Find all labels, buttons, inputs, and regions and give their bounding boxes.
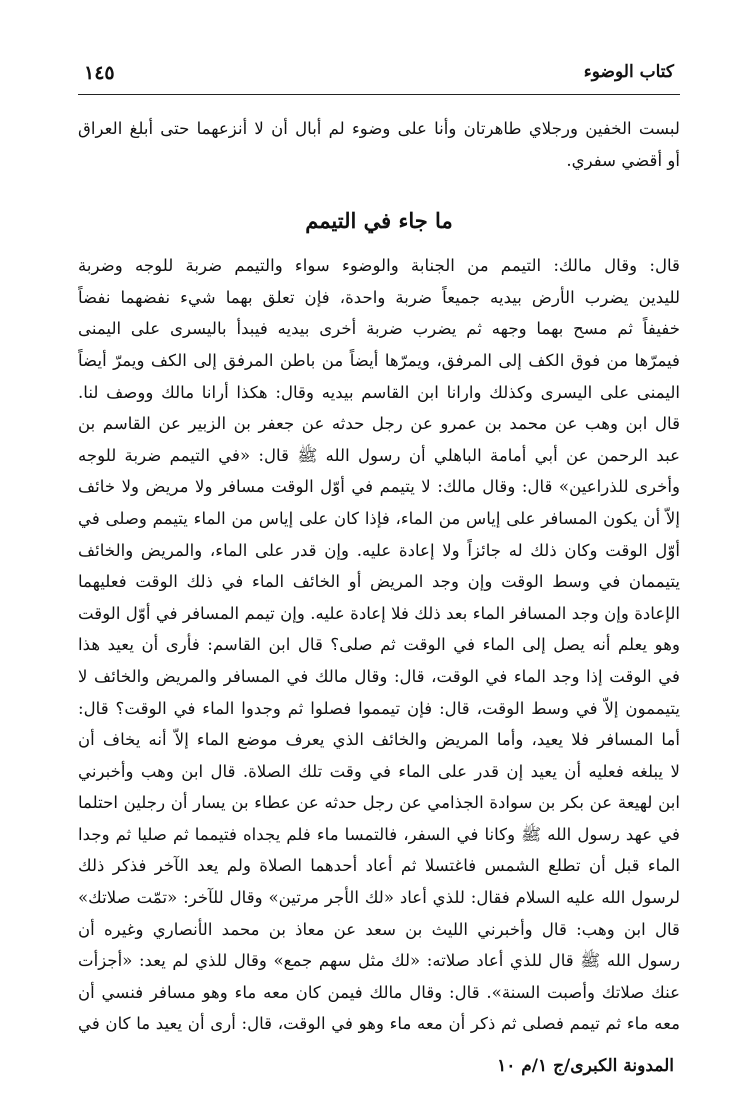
text-line: قال ابن وهب عن محمد بن عمرو عن رجل حدثه عن جعفر بن الزبير عن القاسم بن: [78, 414, 680, 434]
intro-paragraph: [78, 113, 680, 176]
text-line: في الوقت إذا وجد الماء في الوقت، قال: وقال مالك في المسافر والمريض والخائف لا: [78, 666, 680, 686]
text-line: عبد الرحمن عن أبي أمامة الباهلي أن رسول الله ﷺ قال: «في التيمم ضربة للوجه: [78, 445, 680, 465]
text-line: يتيممان في وسط الوقت وإن وجد المريض أو الخائف الماء في ذلك الوقت فعليهما: [78, 572, 680, 592]
text-line: فيمرّها من فوق الكف إلى المرفق، ويمرّها أيضاً من باطن المرفق إلى الكف ويمرّ أيضاً: [78, 350, 680, 370]
text-line: اليمنى على اليسرى وكذلك وارانا ابن القاسم بيديه وقال: هكذا أرانا مالك ووصف لنا.: [78, 382, 680, 402]
body-text: [78, 250, 680, 1040]
book-title: كتاب الوضوء: [583, 62, 674, 82]
text-line: في عهد رسول الله ﷺ وكانا في السفر، فالتمسا ماء فلم يجداه فتيمما ثم صليا ثم وجدا: [78, 824, 680, 844]
text-line: خفيفاً ثم مسح بهما وجهه ثم يضرب ضربة أخرى بيديه فيبدأ باليسرى على اليمنى: [78, 319, 680, 339]
page-number: ١٤٥: [84, 62, 115, 84]
text-line: الإعادة وإن وجد المسافر الماء بعد ذلك فلا إعادة عليه. وإن تيمم المسافر في أوّل الوقت: [78, 603, 680, 623]
text-line: وهو يعلم أنه يصل إلى الماء في الوقت ثم صلى؟ قال ابن القاسم: فأرى أن يعيد هذا: [78, 635, 680, 655]
text-line: أوّل الوقت وكان ذلك له جائزاً ولا إعادة عليه. وإن قدر على الماء، والمريض والخائف: [78, 540, 680, 560]
text-line: رسول الله ﷺ قال للذي أعاد صلاته: «لك مثل سهم جمع» وقال للذي لم يعد: «أجزأت: [78, 951, 680, 971]
text-line: قال ابن وهب: قال وأخبرني الليث بن سعد عن معاذ بن محمد الأنصاري وغيره أن: [78, 919, 680, 939]
text-line: لا يبلغه فعليه أن يعيد إن قدر على الماء في وقت تلك الصلاة. قال ابن وهب وأخبرني: [78, 761, 680, 781]
text-line: عنك صلاتك وأصبت السنة». قال: وقال مالك فيمن كان معه ماء وهو مسافر فنسي أن: [78, 982, 680, 1002]
text-line: لليدين يضرب الأرض بيديه جميعاً ضربة واحدة، فإن تعلق بهما شيء نفضهما نفضاً: [78, 287, 680, 307]
text-line: قال: وقال مالك: التيمم من الجنابة والوضوء سواء والتيمم ضربة للوجه وضربة: [78, 256, 680, 276]
section-heading: ما جاء في التيمم: [305, 208, 453, 234]
page-footer: المدونة الكبرى/ج ١/م ١٠: [497, 1056, 674, 1076]
text-line: ابن لهيعة عن بكر بن سوادة الجذامي عن رجل حدثه عن عطاء بن يسار أن رجلين احتلما: [78, 793, 680, 813]
text-line: يتيممون إلاّ في وسط الوقت، قال: فإن تيمموا فصلوا ثم وجدوا الماء في الوقت؟ قال:: [78, 698, 680, 718]
text-line: معه ماء ثم تيمم فصلى ثم ذكر أن معه ماء وهو في الوقت، قال: أرى أن يعيد ما كان في: [78, 1014, 680, 1034]
text-line: لبست الخفين ورجلاي طاهرتان وأنا على وضوء لم أبال أن لا أنزعهما حتى أبلغ العراق: [78, 119, 680, 138]
text-line: أما المسافر فلا يعيد، وأما المريض والخائف الذي يعرف موضع الماء إلاّ أنه يخاف أن: [78, 730, 680, 750]
text-line: وأخرى للذراعين» قال: وقال مالك: لا يتيمم في أوّل الوقت مسافر ولا مريض ولا خائف: [78, 477, 680, 497]
text-line: إلاّ أن يكون المسافر على إياس من الماء، فإذا كان على إياس من الماء يتيمم وصلى في: [78, 508, 680, 528]
book-page: [78, 52, 680, 1092]
page-header: [78, 52, 680, 95]
text-line: الماء قبل أن تطلع الشمس فاغتسلا ثم أعاد أحدهما الصلاة ولم يعد الآخر فذكر ذلك: [78, 856, 680, 876]
text-line: لرسول الله عليه السلام فقال: للذي أعاد «لك الأجر مرتين» وقال للآخر: «تمّت صلاتك»: [78, 888, 680, 908]
text-line: أو أقضي سفري.: [566, 150, 680, 170]
